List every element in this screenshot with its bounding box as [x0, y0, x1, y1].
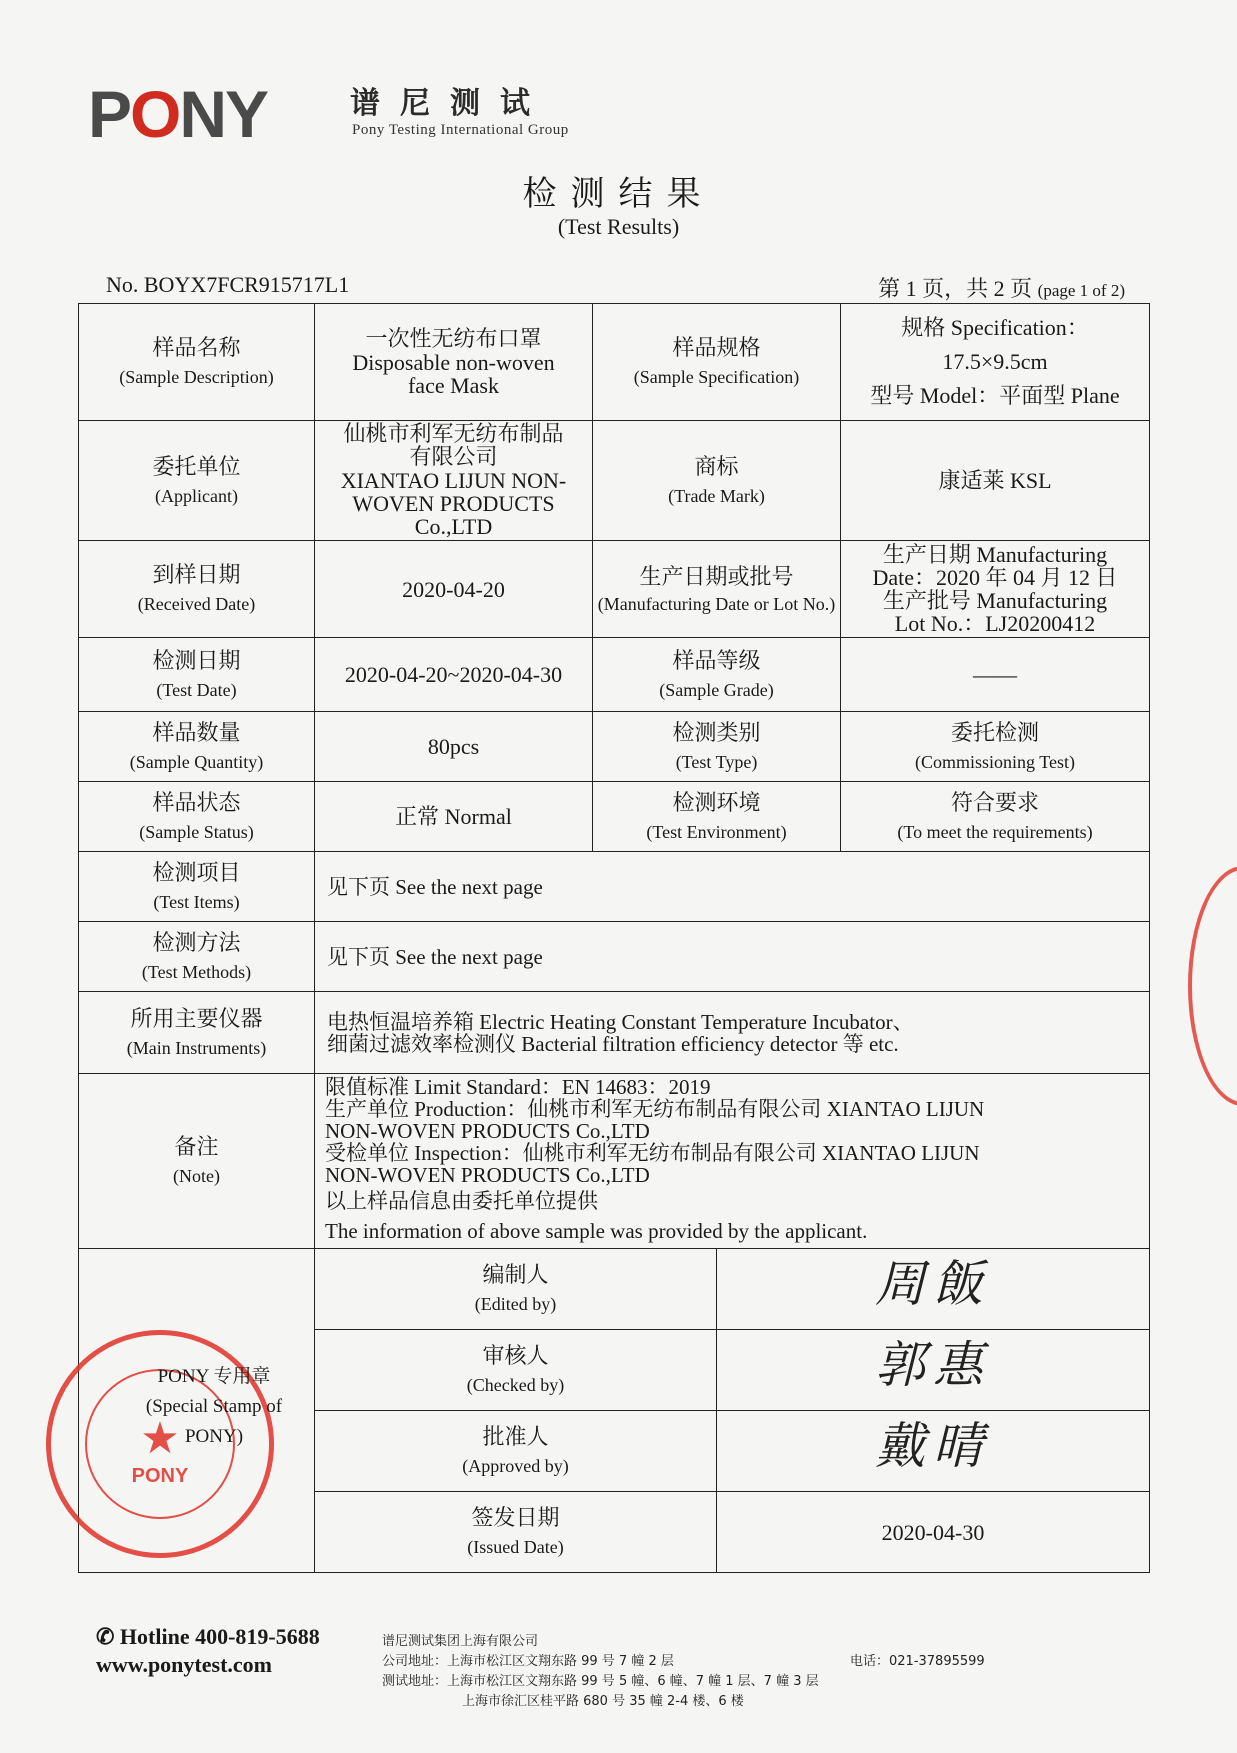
applicant-label: 委托单位 (Applicant): [79, 421, 315, 541]
website-link[interactable]: www.ponytest.com: [96, 1652, 272, 1677]
main-instruments-value: 电热恒温培养箱 Electric Heating Constant Temperature Incubator、 细菌过滤效率检测仪 Bacterial filtration efficiency detector 等 etc.: [315, 992, 1150, 1074]
logo-letter-p: P: [88, 77, 131, 151]
manufacturing-value: 生产日期 Manufacturing Date：2020 年 04 月 12 日 生产批号 Manufacturing Lot No.：LJ20200412: [841, 541, 1150, 638]
company-header: [88, 77, 648, 151]
table-row: [79, 1249, 1150, 1330]
company-name-en: Pony Testing International Group: [352, 122, 569, 138]
received-date-value: 2020-04-20: [315, 541, 593, 638]
page-title: 检测结果: [522, 174, 715, 214]
test-methods-value: 见下页 See the next page: [315, 922, 1150, 992]
trade-mark-value: 康适莱 KSL: [841, 421, 1150, 541]
company-address-block: 谱尼测试集团上海有限公司 公司地址：上海市松江区文翔东路 99 号 7 幢 2 层 电话：021-37895599 测试地址：上海市松江区文翔东路 99 号 5 幢、6 幢、7 幢 1 层、7 幢 3 层 上海市徐汇区桂平路 680 号 35 幢 2-4 楼、6 楼: [382, 1634, 985, 1709]
test-environment-value: 符合要求 (To meet the requirements): [841, 782, 1150, 852]
issued-date-label: 签发日期 (Issued Date): [315, 1492, 717, 1573]
issued-date-value: 2020-04-30: [717, 1492, 1150, 1573]
table-row: [79, 541, 1150, 638]
test-environment-label: 检测环境 (Test Environment): [593, 782, 841, 852]
stamp-star-icon: ★: [140, 1414, 180, 1463]
logo-letters-ny: NY: [179, 77, 268, 151]
sample-desc-label: 样品名称 (Sample Description): [79, 304, 315, 421]
page-indicator: [878, 272, 1125, 303]
test-items-label: 检测项目 (Test Items): [79, 852, 315, 922]
checked-by-signature: 郭惠: [717, 1330, 1150, 1411]
company-name-zh: 谱尼测试: [350, 86, 550, 121]
sample-status-label: 样品状态 (Sample Status): [79, 782, 315, 852]
table-row: [79, 922, 1150, 992]
edited-by-label: 编制人 (Edited by): [315, 1249, 717, 1330]
report-number: No. BOYX7FCR915717L1: [106, 272, 350, 297]
page-indicator-en: (page 1 of 2): [1037, 281, 1125, 300]
sample-spec-value: 规格 Specification： 17.5×9.5cm 型号 Model：平面型 Plane: [841, 304, 1150, 421]
stamp-caption: PONY 专用章 (Special Stamp of PONY): [145, 1366, 283, 1447]
table-row: [79, 992, 1150, 1074]
table-row: [79, 1074, 1150, 1249]
applicant-value: 仙桃市利军无纺布制品有限公司 XIANTAO LIJUN NON-WOVEN PRODUCTS Co.,LTD: [315, 421, 593, 541]
approved-by-signature: 戴晴: [717, 1411, 1150, 1492]
table-row: [79, 638, 1150, 712]
sample-spec-label: 样品规格 (Sample Specification): [593, 304, 841, 421]
edited-by-signature: 周飯: [717, 1249, 1150, 1330]
page-indicator-zh: 第 1 页，共 2 页: [878, 276, 1033, 301]
note-label: 备注 (Note): [79, 1074, 315, 1249]
stamp-brand: PONY: [131, 1465, 189, 1487]
test-date-label: 检测日期 (Test Date): [79, 638, 315, 712]
table-row: [79, 712, 1150, 782]
note-value: 限值标准 Limit Standard：EN 14683：2019 生产单位 Production：仙桃市利军无纺布制品有限公司 XIANTAO LIJUN NON-WOVEN PRODUCTS Co.,LTD 受检单位 Inspection：仙桃市利军无纺布制品有限公司 XIANTAO LIJUN NON-WOVEN PRODUCTS Co.,LTD 以上样品信息由委托单位提供 The information of above sample was provided by the applicant.: [315, 1074, 1150, 1249]
sample-status-value: 正常 Normal: [315, 782, 593, 852]
test-type-label: 检测类别 (Test Type): [593, 712, 841, 782]
test-date-value: 2020-04-20~2020-04-30: [315, 638, 593, 712]
trade-mark-label: 商标 (Trade Mark): [593, 421, 841, 541]
test-methods-label: 检测方法 (Test Methods): [79, 922, 315, 992]
sample-quantity-value: 80pcs: [315, 712, 593, 782]
sample-desc-value: 一次性无纺布口罩 Disposable non-woven face Mask: [315, 304, 593, 421]
manufacturing-label: 生产日期或批号 (Manufacturing Date or Lot No.): [593, 541, 841, 638]
test-type-value: 委托检测 (Commissioning Test): [841, 712, 1150, 782]
hotline: ✆ Hotline 400-819-5688: [96, 1624, 320, 1649]
logo-letter-o: O: [130, 77, 180, 151]
sample-grade-label: 样品等级 (Sample Grade): [593, 638, 841, 712]
main-instruments-label: 所用主要仪器 (Main Instruments): [79, 992, 315, 1074]
checked-by-label: 审核人 (Checked by): [315, 1330, 717, 1411]
table-row: [79, 782, 1150, 852]
table-row: [79, 304, 1150, 421]
test-items-value: 见下页 See the next page: [315, 852, 1150, 922]
table-row: [79, 852, 1150, 922]
table-row: [79, 421, 1150, 541]
received-date-label: 到样日期 (Received Date): [79, 541, 315, 638]
pony-logo: [88, 77, 268, 151]
page-subtitle: (Test Results): [557, 214, 680, 239]
sample-quantity-label: 样品数量 (Sample Quantity): [79, 712, 315, 782]
sample-grade-value: ——: [841, 638, 1150, 712]
approved-by-label: 批准人 (Approved by): [315, 1411, 717, 1492]
partial-seal-edge: [1188, 866, 1237, 1106]
